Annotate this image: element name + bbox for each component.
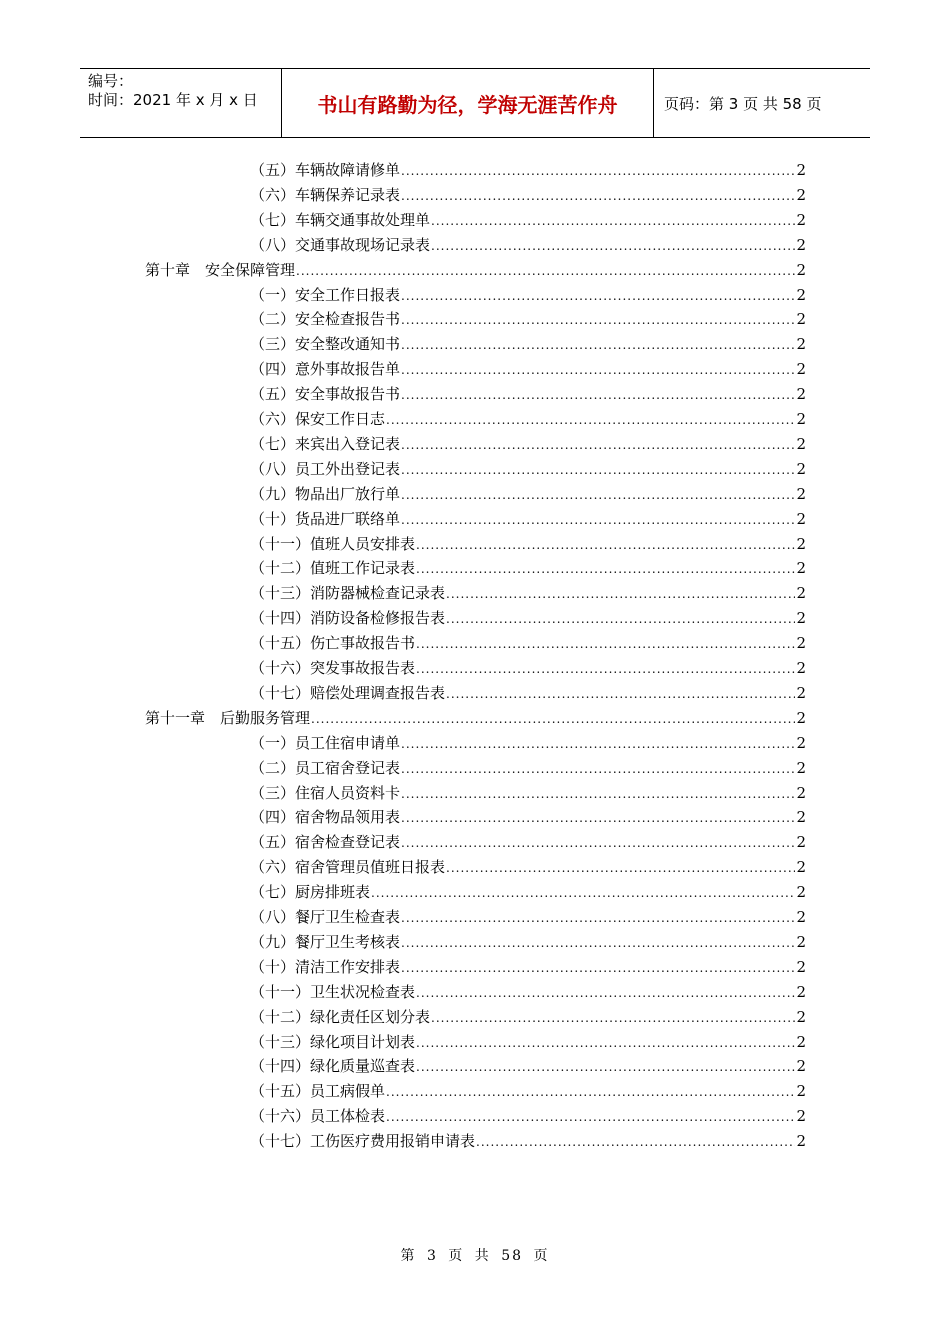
toc-entry-label: （十二）绿化责任区划分表 [250, 1007, 431, 1026]
toc-entry[interactable] [250, 880, 806, 905]
toc-entry-page-number: 2 [796, 1007, 806, 1026]
toc-dot-leader [416, 632, 795, 656]
toc-entry[interactable] [250, 781, 806, 806]
toc-entry[interactable] [250, 1030, 806, 1055]
toc-entry-label: （十六）员工体检表 [250, 1107, 386, 1126]
toc-entry[interactable] [250, 283, 806, 308]
toc-entry-page-number: 2 [796, 210, 806, 229]
toc-entry[interactable] [250, 1054, 806, 1079]
toc-dot-leader [371, 881, 795, 905]
toc-entry-page-number: 2 [796, 185, 806, 204]
toc-entry[interactable] [250, 407, 806, 432]
toc-entry-page-number: 2 [796, 335, 806, 354]
toc-dot-leader [401, 358, 795, 382]
toc-dot-leader [416, 1055, 795, 1079]
toc-dot-leader [416, 533, 795, 557]
toc-entry-label: （十三）绿化项目计划表 [250, 1032, 416, 1051]
toc-dot-leader [446, 582, 795, 606]
toc-dot-leader [296, 259, 795, 283]
toc-dot-leader [446, 607, 795, 631]
toc-entry[interactable] [250, 382, 806, 407]
toc-entry-page-number: 2 [796, 285, 806, 304]
toc-entry[interactable] [250, 357, 806, 382]
toc-entry[interactable] [250, 930, 806, 955]
header-page-label: 页码：第 3 页 共 58 页 [664, 95, 822, 113]
toc-entry-label: （七）车辆交通事故处理单 [250, 210, 431, 229]
toc-entry-label: （十五）员工病假单 [250, 1082, 386, 1101]
toc-dot-leader [431, 1006, 795, 1030]
toc-entry-page-number: 2 [796, 559, 806, 578]
toc-dot-leader [416, 557, 795, 581]
toc-entry[interactable] [250, 830, 806, 855]
toc-chapter-entry[interactable] [145, 706, 806, 731]
header-middle-cell [282, 69, 654, 137]
toc-entry-page-number: 2 [796, 260, 806, 279]
toc-dot-leader [401, 806, 795, 830]
toc-entry-page-number: 2 [796, 509, 806, 528]
toc-dot-leader [386, 1080, 795, 1104]
toc-entry-page-number: 2 [796, 634, 806, 653]
toc-dot-leader [476, 1130, 795, 1154]
toc-dot-leader [401, 956, 795, 980]
toc-entry[interactable] [250, 805, 806, 830]
toc-dot-leader [446, 856, 795, 880]
toc-entry-label: （八）交通事故现场记录表 [250, 235, 431, 254]
toc-entry-page-number: 2 [796, 883, 806, 902]
toc-dot-leader [401, 757, 795, 781]
toc-dot-leader [401, 732, 795, 756]
toc-entry-page-number: 2 [796, 932, 806, 951]
toc-entry-page-number: 2 [796, 1132, 806, 1151]
toc-entry[interactable] [250, 1104, 806, 1129]
toc-entry-page-number: 2 [796, 609, 806, 628]
toc-entry-page-number: 2 [796, 434, 806, 453]
toc-entry[interactable] [250, 631, 806, 656]
toc-dot-leader [401, 284, 795, 308]
toc-entry-page-number: 2 [796, 808, 806, 827]
toc-entry-page-number: 2 [796, 1082, 806, 1101]
toc-entry-label: （六）保安工作日志 [250, 410, 386, 428]
toc-entry-label: （十七）工伤医疗费用报销申请表 [250, 1132, 476, 1151]
toc-dot-leader [386, 1105, 795, 1129]
toc-entry[interactable] [250, 1005, 806, 1030]
toc-entry-label: （十）货品进厂联络单 [250, 509, 401, 528]
toc-entry[interactable] [250, 656, 806, 681]
toc-entry[interactable] [250, 208, 806, 233]
toc-entry-label: （二）安全检查报告书 [250, 310, 401, 329]
toc-entry-label: （十五）伤亡事故报告书 [250, 634, 416, 653]
toc-entry-label: （三）住宿人员资料卡 [250, 783, 401, 802]
toc-entry[interactable] [250, 1129, 806, 1154]
toc-dot-leader [416, 981, 795, 1005]
toc-entry[interactable] [250, 307, 806, 332]
toc-dot-leader [416, 657, 795, 681]
toc-entry-page-number: 2 [796, 982, 806, 1001]
toc-dot-leader [446, 682, 795, 706]
toc-dot-leader [401, 159, 795, 183]
toc-entry-label: （十四）消防设备检修报告表 [250, 609, 446, 628]
toc-entry-page-number: 2 [796, 1107, 806, 1126]
toc-dot-leader [311, 707, 795, 731]
toc-entry-page-number: 2 [796, 733, 806, 752]
toc-entry-page-number: 2 [796, 783, 806, 802]
toc-dot-leader [401, 831, 795, 855]
toc-entry-page-number: 2 [796, 957, 806, 976]
toc-entry-label: 第十一章 后勤服务管理 [145, 708, 311, 727]
toc-entry-page-number: 2 [796, 659, 806, 677]
toc-dot-leader [386, 408, 795, 432]
toc-dot-leader [401, 782, 795, 806]
document-number-label: 编号： [88, 72, 134, 90]
toc-entry-label: （十六）突发事故报告表 [250, 659, 416, 677]
toc-entry-label: （九）餐厅卫生考核表 [250, 932, 401, 951]
toc-entry-page-number: 2 [796, 584, 806, 603]
toc-dot-leader [401, 483, 795, 507]
toc-dot-leader [431, 234, 795, 258]
toc-entry-page-number: 2 [796, 758, 806, 777]
toc-entry-page-number: 2 [796, 385, 806, 404]
toc-dot-leader [401, 508, 795, 532]
toc-entry-label: （三）安全整改通知书 [250, 335, 401, 354]
toc-entry-label: （六）车辆保养记录表 [250, 185, 401, 204]
toc-entry-page-number: 2 [796, 1032, 806, 1051]
toc-entry[interactable] [250, 158, 806, 183]
toc-entry-page-number: 2 [796, 484, 806, 503]
toc-dot-leader [401, 906, 795, 930]
toc-entry-label: （五）车辆故障请修单 [250, 161, 401, 179]
toc-entry[interactable] [250, 432, 806, 457]
toc-dot-leader [401, 458, 795, 482]
toc-entry-page-number: 2 [796, 310, 806, 329]
toc-entry-label: （一）安全工作日报表 [250, 285, 401, 304]
toc-entry-page-number: 2 [796, 360, 806, 379]
toc-entry-label: （四）宿舍物品领用表 [250, 808, 401, 827]
toc-entry[interactable] [250, 756, 806, 781]
toc-entry-label: （十一）值班人员安排表 [250, 534, 416, 553]
toc-entry[interactable] [250, 532, 806, 557]
toc-dot-leader [401, 308, 795, 332]
toc-entry-label: （七）厨房排班表 [250, 883, 371, 902]
toc-entry[interactable] [250, 980, 806, 1005]
toc-entry-label: （四）意外事故报告单 [250, 360, 401, 379]
toc-entry[interactable] [250, 855, 806, 880]
toc-entry[interactable] [250, 581, 806, 606]
toc-entry-label: （五）安全事故报告书 [250, 385, 401, 404]
toc-entry-page-number: 2 [796, 534, 806, 553]
toc-entry-page-number: 2 [796, 1057, 806, 1076]
toc-entry[interactable] [250, 332, 806, 357]
toc-entry-label: （二）员工宿舍登记表 [250, 758, 401, 777]
toc-dot-leader [416, 1031, 795, 1055]
page-header [80, 68, 870, 138]
header-left-cell [80, 69, 282, 137]
toc-entry-page-number: 2 [796, 858, 806, 877]
toc-entry-label: （十四）绿化质量巡查表 [250, 1057, 416, 1076]
toc-entry-page-number: 2 [796, 459, 806, 478]
toc-dot-leader [401, 931, 795, 955]
toc-entry-page-number: 2 [796, 708, 806, 727]
toc-dot-leader [401, 333, 795, 357]
toc-entry-label: 第十章 安全保障管理 [145, 260, 296, 279]
toc-entry-label: （九）物品出厂放行单 [250, 484, 401, 503]
toc-dot-leader [401, 433, 795, 457]
toc-entry[interactable] [250, 681, 806, 706]
toc-entry-label: （十七）赔偿处理调查报告表 [250, 683, 446, 702]
toc-entry-label: （十一）卫生状况检查表 [250, 982, 416, 1001]
toc-entry-page-number: 2 [796, 683, 806, 702]
toc-entry[interactable] [250, 905, 806, 930]
toc-entry-label: （五）宿舍检查登记表 [250, 833, 401, 852]
toc-entry-label: （一）员工住宿申请单 [250, 733, 401, 752]
header-motto: 书山有路勤为径，学海无涯苦作舟 [317, 93, 618, 117]
toc-entry-page-number: 2 [796, 410, 806, 428]
toc-dot-leader [401, 383, 795, 407]
toc-entry[interactable] [250, 482, 806, 507]
toc-entry-label: （七）来宾出入登记表 [250, 434, 401, 453]
toc-entry[interactable] [250, 556, 806, 581]
toc-entry-label: （十）清洁工作安排表 [250, 957, 401, 976]
toc-entry-page-number: 2 [796, 235, 806, 254]
document-time-label: 时间：2021 年 x 月 x 日 [88, 91, 258, 109]
toc-entry-label: （八）员工外出登记表 [250, 459, 401, 478]
toc-entry[interactable] [250, 507, 806, 532]
toc-entry[interactable] [250, 1079, 806, 1104]
page-footer: 第 3 页 共 58 页 [400, 1248, 550, 1264]
toc-entry[interactable] [250, 457, 806, 482]
toc-dot-leader [431, 209, 795, 233]
toc-entry-label: （十二）值班工作记录表 [250, 559, 416, 578]
toc-entry[interactable] [250, 183, 806, 208]
header-right-cell [654, 69, 870, 137]
toc-entry-page-number: 2 [796, 833, 806, 852]
toc-chapter-entry[interactable] [145, 258, 806, 283]
toc-entry-label: （八）餐厅卫生检查表 [250, 908, 401, 926]
toc-entry-label: （六）宿舍管理员值班日报表 [250, 858, 446, 877]
toc-entry[interactable] [250, 731, 806, 756]
toc-entry-page-number: 2 [796, 161, 806, 179]
toc-dot-leader [401, 184, 795, 208]
toc-entry[interactable] [250, 606, 806, 631]
toc-entry-page-number: 2 [796, 908, 806, 926]
toc-entry[interactable] [250, 233, 806, 258]
toc-entry-label: （十三）消防器械检查记录表 [250, 584, 446, 603]
toc-entry[interactable] [250, 955, 806, 980]
